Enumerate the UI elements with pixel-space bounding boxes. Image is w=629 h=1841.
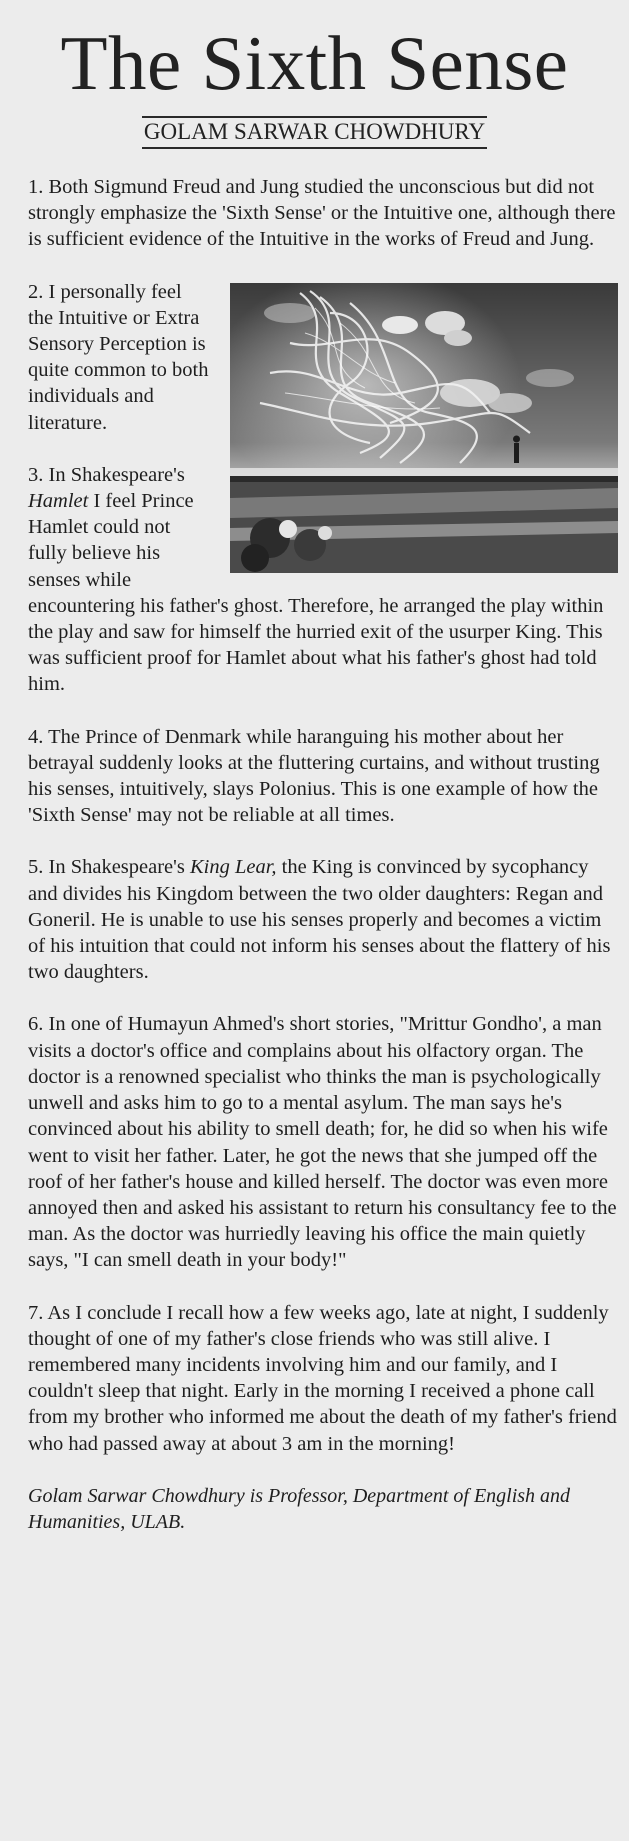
- article-title: The Sixth Sense: [60, 20, 569, 106]
- paragraph-5: [28, 854, 618, 985]
- article-illustration: [230, 283, 618, 573]
- paragraph-4: 4. The Prince of Denmark while haranguing his mother about her betrayal suddenly looks at the fluttering curtains, and without trusting his senses, intuitively, slays Polonius. This is one example of how the 'Sixth Sense' may not be reliable at all times.: [28, 725, 600, 827]
- paragraph-5-intro: 5. In Shakespeare's: [28, 856, 190, 879]
- illustration-graphic: [230, 283, 618, 573]
- byline-container: [0, 116, 629, 149]
- article-body: [28, 174, 618, 1561]
- paragraph-7: 7. As I conclude I recall how a few weeks ago, late at night, I suddenly thought of one of my father's close friends who was still alive. I remembered many incidents involving him and our family, and I couldn't sleep that night. Early in the morning I received a phone call from my brother who informed me about the death of my father's friend who had passed away at about 3 am in the morning!: [28, 1301, 617, 1455]
- paragraph-6: 6. In one of Humayun Ahmed's short stories, "Mrittur Gondho', a man visits a doctor's office and complains about his olfactory organ. The doctor is a renowned specialist who thinks the man is psychologically unwell and asks him to go to a mental asylum. The man says he's convinced about his ability to smell death; for, he did so when his wife went to visit her father. Later, he got the news that she jumped off the roof of her father's house and killed herself. The doctor was even more annoyed then and asked his assistant to return his consultancy fee to the man. As the doctor was hurriedly leaving his office the main quietly says, "I can smell death in your body!": [28, 1013, 617, 1272]
- author-byline: GOLAM SARWAR CHOWDHURY: [142, 116, 487, 149]
- paragraph-3-intro: 3. In Shakespeare's: [28, 463, 185, 486]
- hamlet-title: Hamlet: [28, 490, 89, 513]
- paragraph-5-body: the King is convinced by sycophancy and divides his Kingdom between the two older daughters: Regan and Goneril. He is unable to use his senses properly and becomes a victim of his intuition that could not inform his senses about the flattery of his two daughters.: [28, 856, 611, 984]
- paragraph-3-body: I feel Prince Hamlet could not fully believe his senses while encountering his father's ghost. Therefore, he arranged the play within the play and saw for himself the hurried exit of the usurper King. This was sufficient proof for Hamlet about what his father's ghost had told him.: [28, 490, 604, 696]
- paragraph-1: 1. Both Sigmund Freud and Jung studied the unconscious but did not strongly emphasize the 'Sixth Sense' or the Intuitive one, although there is sufficient evidence of the Intuitive in the works of Freud and Jung.: [28, 176, 616, 251]
- author-note: Golam Sarwar Chowdhury is Professor, Department of English and Humanities, ULAB.: [28, 1484, 571, 1533]
- paragraph-2: 2. I personally feel the Intuitive or Extra Sensory Perception is quite common to both individuals and literature.: [28, 280, 209, 434]
- king-lear-title: King Lear,: [189, 856, 277, 879]
